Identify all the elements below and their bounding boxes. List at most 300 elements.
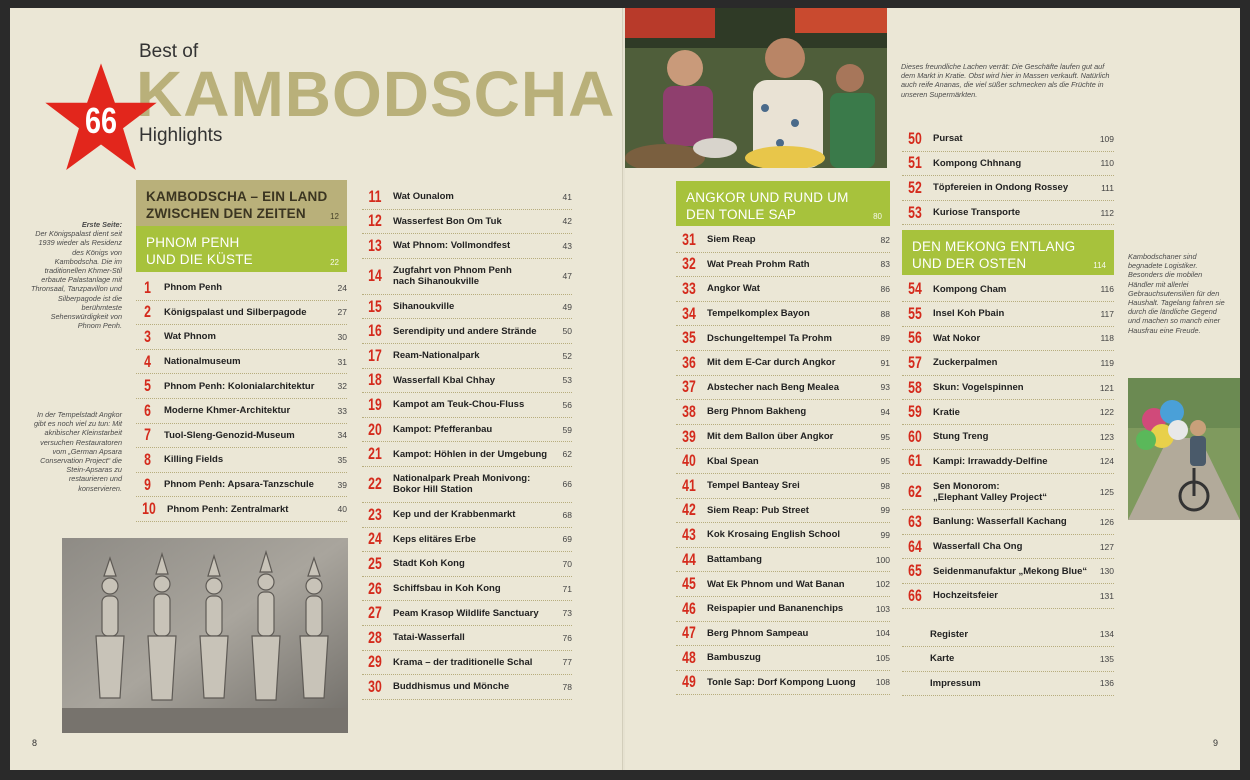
toc-entry-title-line1: Zuckerpalmen [933,357,998,369]
toc-entry-title [702,480,866,491]
toc-entry-page: 112 [1100,207,1114,218]
toc-entry[interactable] [676,671,890,696]
toc-entry-title [388,558,548,569]
toc-entry[interactable] [362,418,572,443]
toc-entry-title-line2: nach Sihanoukville [393,276,480,288]
section-header-mekong[interactable] [902,230,1114,275]
caption-market: Dieses freundliche Lachen verrät: Die Geschäfte laufen gut auf dem Markt in Kratie. Obst wird hier in Massen verkauft. Natürlich auch reife Ananas, die viel süßer schmecken als die Früchte in unseren Supermärkten. [901,62,1110,99]
left-page [10,8,624,770]
toc-entry[interactable] [902,152,1114,177]
section-header-phnom-penh[interactable] [136,226,347,272]
toc-entry-page: 86 [880,283,890,294]
toc-entry-page: 34 [337,430,347,441]
toc-entry[interactable] [676,474,890,499]
toc-entry-title-line1: Wasserfall Kbal Chhay [393,374,496,386]
toc-entry-title-line1: Dschungeltempel Ta Prohm [707,332,832,344]
toc-entry-number: 41 [682,475,696,495]
toc-entry-number: 18 [368,370,382,390]
toc-entry-number: 19 [368,394,382,414]
toc-entry-title-line1: Keps elitäres Erbe [393,533,476,545]
toc-entry-title [925,678,1090,689]
apsara-relief-photo [62,538,348,733]
toc-entry-title-line1: Register [930,628,969,640]
toc-entry-title-line1: Kep und der Krabbenmarkt [393,509,516,521]
toc-entry[interactable] [902,672,1114,697]
toc-entry-title-line1: Kompong Chhnang [933,157,1022,169]
toc-entry-number: 5 [144,376,151,396]
section-title-line2: ZWISCHEN DEN ZEITEN [146,206,306,221]
toc-entry-number: 42 [682,500,696,520]
toc-entry-title [388,375,548,386]
toc-entry-title-line1: Impressum [930,677,981,689]
toc-entry-number: 12 [368,211,382,231]
toc-entry-title [702,529,866,540]
toc-entry-title-line1: Wat Phnom: Vollmondfest [393,240,511,252]
toc-entry-number: 39 [682,426,696,446]
toc-entry[interactable] [362,675,572,700]
toc-entry-page: 91 [880,357,890,368]
toc-list-4b [902,277,1114,608]
toc-entry-number: 9 [144,474,151,494]
toc-entry-number: 11 [368,186,382,206]
toc-entry[interactable] [902,623,1114,648]
toc-entry[interactable] [902,351,1114,376]
toc-entry-number: 34 [682,303,696,323]
toc-entry-page: 109 [1099,133,1114,144]
toc-entry[interactable] [362,259,572,295]
caption-first-page-title: Erste Seite: [81,220,122,229]
toc-entry[interactable] [676,449,890,474]
toc-entry-title [159,282,323,293]
toc-entry-page: 69 [562,534,572,545]
toc-entry-page: 77 [562,657,572,668]
toc-entry-page: 52 [562,350,572,361]
toc-entry-title [702,579,866,590]
toc-entry-title [928,382,1090,393]
toc-entry-title [388,216,548,227]
section-page: 80 [873,212,882,221]
toc-entry-page: 35 [337,454,347,465]
toc-entry-page: 134 [1099,629,1114,640]
toc-entry-title-line1: Wat Ounalom [393,191,454,203]
toc-entry-number: 24 [368,529,382,549]
toc-entry-title [928,516,1090,527]
toc-entry[interactable] [676,253,890,278]
toc-entry-page: 66 [562,479,572,490]
toc-entry-title [702,283,866,294]
toc-entry-number: 13 [368,235,382,255]
toc-entry[interactable] [362,577,572,602]
toc-entry-page: 104 [875,628,890,639]
toc-entry[interactable] [902,201,1114,226]
toc-entry-title [702,357,866,368]
toc-list-2 [362,185,572,700]
toc-column-4 [902,127,1114,696]
toc-entry[interactable] [136,301,347,326]
toc-entry-title [159,405,323,416]
toc-entry-title [388,240,548,251]
toc-entry-title-line1: Sihanoukville [393,301,455,313]
toc-entry[interactable] [902,450,1114,475]
toc-entry[interactable] [676,646,890,671]
toc-entry[interactable] [902,535,1114,560]
toc-entry-page: 94 [880,406,890,417]
toc-entry-title-line1: Wat Nokor [933,332,981,344]
toc-entry[interactable] [362,185,572,210]
toc-entry-number: 53 [908,202,922,222]
toc-entry-page: 70 [562,558,572,569]
toc-entry[interactable] [902,474,1114,510]
toc-entry[interactable] [902,376,1114,401]
toc-entry-page: 108 [875,677,890,688]
toc-entry[interactable] [676,302,890,327]
toc-entry-number: 10 [142,499,156,519]
toc-entry-number: 23 [368,504,382,524]
toc-entry-number: 27 [368,603,382,623]
toc-entry-page: 95 [880,431,890,442]
toc-entry[interactable] [676,499,890,524]
toc-entry-page: 82 [880,234,890,245]
toc-entry[interactable] [362,601,572,626]
toc-entry-title [928,541,1090,552]
toc-entry[interactable] [676,376,890,401]
toc-entry-title-line1: Kompong Cham [933,283,1007,295]
toc-entry[interactable] [362,528,572,553]
toc-entry-number: 3 [144,326,151,346]
toc-entry[interactable] [676,400,890,425]
toc-entry-title-line1: Killing Fields [164,454,224,466]
toc-entry[interactable] [902,176,1114,201]
toc-entry-title-line1: Wasserfest Bon Om Tuk [393,215,502,227]
section-title-line2: UND DER OSTEN [912,256,1027,272]
toc-entry[interactable] [136,448,347,473]
right-page [625,8,1240,770]
toc-entry-page: 89 [880,333,890,344]
toc-entry-title-line1: Seidenmanufaktur „Mekong Blue“ [933,565,1088,577]
toc-entry-number: 37 [682,377,696,397]
section-title-line1: KAMBODSCHA – EIN LAND [146,189,328,204]
toc-entry-title [702,431,866,442]
toc-entry[interactable] [362,626,572,651]
toc-entry-page: 99 [880,505,890,516]
toc-entry-number: 55 [908,303,922,323]
toc-entry[interactable] [136,276,347,301]
toc-entry-number: 20 [368,419,382,439]
toc-entry-title-line1: Moderne Khmer-Architektur [164,405,291,417]
toc-entry-number: 58 [908,377,922,397]
toc-entry-title [388,191,548,202]
caption-temple: In der Tempelstadt Angkor gibt es noch viel zu tun: Mit akribischer Kleinstarbeit versuchen Restauratoren vom „German Apsara Conservation Project“ die Stein-Apsaras zu restaurieren und konservieren. [33,410,122,493]
toc-entry-number: 29 [368,652,382,672]
toc-entry-title-line1: Karte [930,653,955,665]
toc-entry-title-line1: Nationalmuseum [164,356,241,368]
toc-list-3 [676,228,890,695]
toc-entry-number: 49 [682,672,696,692]
toc-entry[interactable] [362,319,572,344]
toc-list-4c [902,623,1114,697]
toc-entry-page: 31 [337,356,347,367]
section-title-line2: UND DIE KÜSTE [146,252,253,267]
toc-entry-page: 136 [1099,678,1114,689]
toc-entry-title-line1: Angkor Wat [707,283,760,295]
toc-entry-number: 57 [908,352,922,372]
toc-entry-title [702,308,866,319]
toc-entry-page: 125 [1099,486,1114,497]
toc-entry-number: 25 [368,553,382,573]
toc-entry[interactable] [362,442,572,467]
toc-entry[interactable] [902,400,1114,425]
toc-column-2 [362,185,572,700]
toc-entry[interactable] [136,473,347,498]
toc-entry-title-line1: Kbal Spean [707,455,759,467]
toc-entry-page: 121 [1099,382,1114,393]
toc-entry[interactable] [362,503,572,528]
star-number: 66 [84,100,118,141]
toc-entry-page: 99 [880,529,890,540]
toc-entry-title [388,657,548,668]
toc-entry-title-line1: Phnom Penh: Kolonialarchitektur [164,380,315,392]
toc-entry[interactable] [676,351,890,376]
toc-entry-title-line1: Wat Phnom [164,331,216,343]
toc-entry-number: 52 [908,177,922,197]
toc-entry-title [159,331,323,342]
toc-entry[interactable] [362,234,572,259]
section-header-angkor[interactable] [676,181,890,226]
toc-entry-number: 30 [368,676,382,696]
toc-entry-title [928,456,1090,467]
folio-left: 8 [32,738,38,748]
toc-entry-number: 6 [144,400,151,420]
toc-entry-title [388,681,548,692]
toc-entry-page: 49 [562,301,572,312]
toc-entry[interactable] [136,497,347,522]
toc-entry-title [388,632,548,643]
section-page: 12 [330,212,339,221]
toc-entry-title-line1: Berg Phnom Sampeau [707,627,809,639]
toc-entry-title-line1: Insel Koh Pbain [933,308,1005,320]
toc-entry-number: 47 [682,623,696,643]
toc-entry[interactable] [362,552,572,577]
toc-entry-page: 32 [337,381,347,392]
toc-entry-number: 36 [682,352,696,372]
toc-entry-title [928,566,1090,577]
toc-entry[interactable] [902,302,1114,327]
toc-entry-page: 76 [562,632,572,643]
toc-entry-title [388,424,548,435]
toc-entry-title-line1: Kratie [933,406,960,418]
toc-entry-title-line1: Stung Treng [933,431,989,443]
toc-entry-title [388,399,548,410]
toc-entry-number: 38 [682,401,696,421]
toc-entry[interactable] [136,374,347,399]
toc-entry[interactable] [676,277,890,302]
toc-entry-title [925,653,1090,664]
toc-entry-title-line2: Bokor Hill Station [393,484,473,496]
toc-entry-number: 54 [908,279,922,299]
toc-entry[interactable] [902,510,1114,535]
toc-entry-title [702,554,866,565]
market-photo [625,8,887,168]
toc-entry-number: 28 [368,627,382,647]
toc-entry-title [159,307,323,318]
toc-entry-page: 135 [1099,653,1114,664]
toc-entry-title [159,430,323,441]
toc-entry[interactable] [902,425,1114,450]
toc-entry-title-line1: Krama – der traditionelle Schal [393,656,533,668]
toc-entry-number: 17 [368,345,382,365]
toc-entry-title-line1: Wat Preah Prohm Rath [707,258,810,270]
toc-entry-page: 41 [562,191,572,202]
toc-entry[interactable] [676,228,890,253]
toc-entry-title [928,590,1090,601]
section-title-line2: DEN TONLE SAP [686,207,797,222]
toc-entry[interactable] [676,572,890,597]
toc-entry[interactable] [676,425,890,450]
toc-entry-number: 50 [908,128,922,148]
toc-entry-number: 60 [908,426,922,446]
toc-entry[interactable] [902,584,1114,609]
toc-entry[interactable] [902,127,1114,152]
toc-entry-page: 98 [880,480,890,491]
section-page: 22 [330,258,339,267]
toc-entry-title-line1: Zugfahrt von Phnom Penh [393,265,512,277]
toc-entry-title [702,333,866,344]
toc-entry[interactable] [362,295,572,320]
toc-entry[interactable] [676,622,890,647]
toc-entry-title-line1: Nationalpark Preah Monivong: [393,473,531,485]
section-page: 114 [1093,261,1106,271]
toc-entry-number: 46 [682,598,696,618]
toc-entry-number: 1 [144,277,151,297]
toc-entry[interactable] [902,277,1114,302]
toc-entry-title-line1: Kok Krosaing English School [707,529,841,541]
toc-entry[interactable] [136,325,347,350]
toc-entry-page: 27 [337,307,347,318]
toc-entry[interactable] [676,523,890,548]
toc-entry-title [702,259,866,270]
toc-entry-number: 32 [682,254,696,274]
toc-entry-title-line1: Phnom Penh: Zentralmarkt [167,503,289,515]
toc-entry-title [388,449,548,460]
toc-entry-number: 51 [908,153,922,173]
best-of-label: Best of [139,41,199,62]
toc-entry-title [702,456,866,467]
toc-entry-number: 43 [682,524,696,544]
toc-entry-page: 100 [875,554,890,565]
toc-list-4a [902,127,1114,225]
toc-entry-page: 78 [562,681,572,692]
toc-entry-page: 88 [880,308,890,319]
toc-entry[interactable] [902,647,1114,672]
caption-logistics: Kambodschaner sind begnadete Logistiker. Besonders die mobilen Händler mit allerlei Gebrauchsutensilien für den Haushalt. Tagelang fahren sie durch die ländliche Gegend und machen so manch einer Hausfrau eine Freude. [1128,252,1225,335]
toc-entry-title-line1: Skun: Vogelspinnen [933,382,1024,394]
toc-entry-number: 64 [908,536,922,556]
toc-entry-title-line1: Banlung: Wasserfall Kachang [933,516,1067,528]
toc-entry[interactable] [136,399,347,424]
toc-entry[interactable] [676,548,890,573]
toc-entry-title [388,583,548,594]
book-title: KAMBODSCHA [136,58,616,130]
toc-entry-title [928,481,1090,503]
toc-entry-page: 73 [562,608,572,619]
toc-list-1 [136,276,347,522]
section-header-kambodscha[interactable] [136,180,347,226]
toc-entry-page: 116 [1100,284,1114,295]
toc-entry-number: 21 [368,444,382,464]
toc-column-3 [676,181,890,695]
toc-entry-page: 111 [1101,182,1114,193]
toc-entry-title-line1: Tempelkomplex Bayon [707,308,810,320]
toc-entry-number: 44 [682,549,696,569]
section-title-line1: ANGKOR UND RUND UM [686,190,849,205]
toc-entry-title-line1: Tatai-Wasserfall [393,632,465,644]
toc-entry-title-line1: Wat Ek Phnom und Wat Banan [707,578,845,590]
toc-entry-page: 62 [562,449,572,460]
toc-entry-title-line1: Tempel Banteay Srei [707,480,800,492]
toc-entry-page: 50 [562,326,572,337]
toc-entry[interactable] [676,326,890,351]
toc-entry-page: 127 [1099,541,1114,552]
toc-entry-title-line1: Serendipity und andere Strände [393,325,537,337]
toc-entry-number: 8 [144,449,151,469]
toc-entry[interactable] [902,559,1114,584]
toc-entry-page: 117 [1100,308,1114,319]
toc-entry[interactable] [362,210,572,235]
toc-entry-page: 103 [875,603,890,614]
toc-entry-title [925,629,1090,640]
toc-entry-number: 16 [368,321,382,341]
toc-entry-title-line1: Bambuszug [707,652,761,664]
toc-entry-page: 83 [880,259,890,270]
toc-entry-title-line1: Siem Reap: Pub Street [707,504,809,516]
toc-entry[interactable] [362,651,572,676]
toc-entry-title [162,504,323,515]
toc-entry-number: 14 [368,266,382,286]
toc-entry-title [702,652,866,663]
toc-entry-title-line1: Schiffsbau in Koh Kong [393,583,501,595]
toc-entry-page: 110 [1100,158,1114,169]
toc-entry[interactable] [362,344,572,369]
toc-entry-title-line1: Kampi: Irrawaddy-Delfine [933,455,1048,467]
folio-right: 9 [1213,738,1219,748]
toc-entry-title [702,628,866,639]
toc-entry[interactable] [136,350,347,375]
toc-entry-title-line1: Pursat [933,133,963,145]
toc-entry[interactable] [362,369,572,394]
toc-entry-page: 118 [1100,333,1114,344]
toc-entry-page: 119 [1100,357,1114,368]
toc-entry-title-line1: Tonle Sap: Dorf Kompong Luong [707,676,856,688]
toc-entry-title-line1: Phnom Penh [164,282,223,294]
toc-entry-title [388,326,548,337]
toc-entry-page: 102 [875,579,890,590]
toc-entry[interactable] [902,327,1114,352]
toc-entry[interactable] [136,424,347,449]
toc-entry[interactable] [362,467,572,503]
toc-entry-title [702,505,866,516]
toc-entry-title-line1: Wasserfall Cha Ong [933,541,1023,553]
toc-entry-number: 26 [368,578,382,598]
toc-entry[interactable] [676,597,890,622]
toc-entry-title [388,350,548,361]
toc-entry-title [159,454,323,465]
toc-entry-title-line1: Königspalast und Silberpagode [164,306,307,318]
toc-entry-title-line1: Sen Monorom: [933,480,1000,492]
toc-entry[interactable] [362,393,572,418]
toc-entry-title [388,608,548,619]
toc-entry-page: 122 [1099,407,1114,418]
toc-entry-page: 71 [562,583,572,594]
